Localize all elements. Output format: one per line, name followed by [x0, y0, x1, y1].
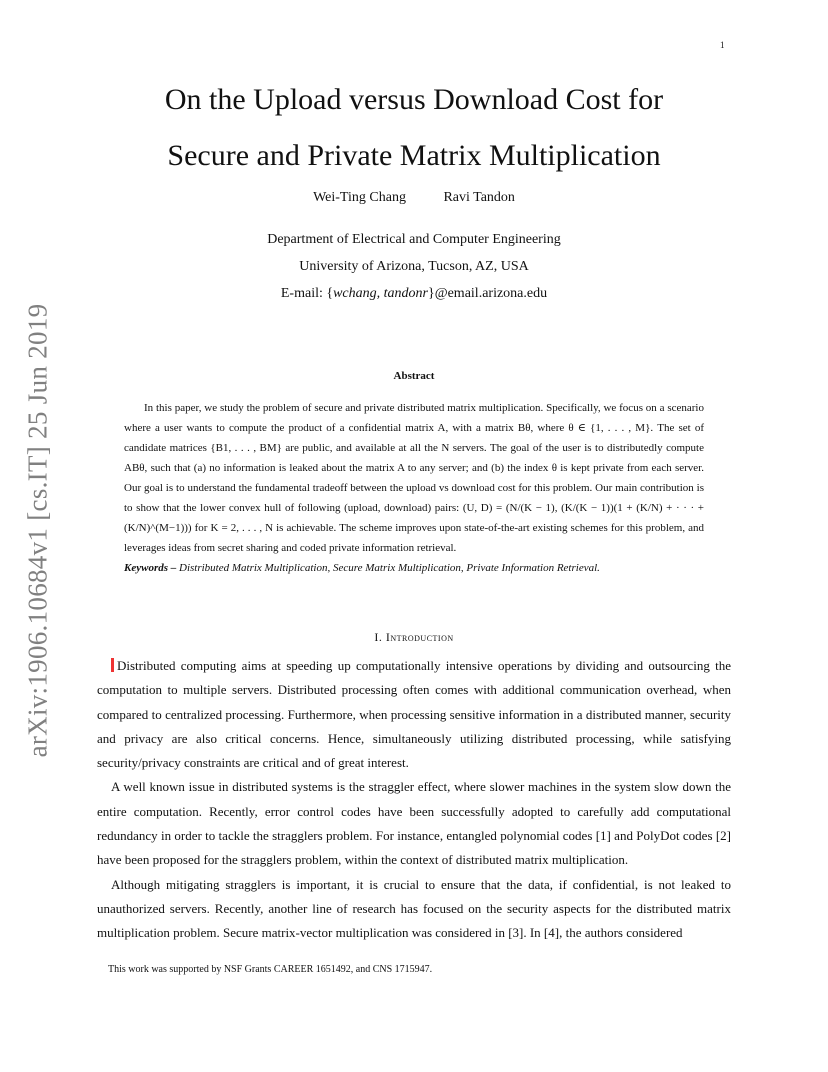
arxiv-identifier: arXiv:1906.10684v1 [cs.IT] 25 Jun 2019 [22, 303, 53, 757]
page-number: 1 [720, 40, 725, 50]
keywords-text: Distributed Matrix Multiplication, Secure Matrix Multiplication, Private Information Retrieval. [179, 562, 600, 574]
title-line-1: On the Upload versus Download Cost for [164, 83, 664, 116]
paragraph: A well known issue in distributed systems is the straggler effect, where slower machines in the system slow down the entire computation. Recently, error control codes have been successfully adopted to carefully add computational redundancy in order to tackle the stragglers problem. For instance, entangled polynomial codes [1] and PolyDot codes [2] have been proposed for the stragglers problem, within the context of distributed matrix multiplication. [97, 779, 731, 868]
affiliation-email [0, 286, 828, 302]
title-line-2: Secure and Private Matrix Multiplication [167, 139, 661, 172]
arxiv-sidebar [18, 300, 58, 760]
affiliation-dept: Department of Electrical and Computer Engineering [267, 232, 561, 247]
keywords-line [124, 558, 704, 578]
email-prefix: E-mail: { [280, 286, 334, 301]
author-list [0, 190, 828, 206]
keywords-label: Keywords – [124, 562, 177, 574]
abstract-body [124, 398, 704, 578]
section-heading [0, 630, 828, 645]
abstract-heading: Abstract [393, 370, 435, 382]
affiliation-university: University of Arizona, Tucson, AZ, USA [299, 259, 529, 274]
section-title: Introduction [385, 630, 454, 644]
annotation-marker [111, 658, 114, 672]
author-name: Wei-Ting Chang [313, 190, 406, 205]
paper-title [0, 72, 828, 184]
footnote: This work was supported by NSF Grants CAREER 1651492, and CNS 1715947. [108, 964, 433, 975]
email-names: wchang, tandonr [333, 286, 428, 301]
email-suffix: }@email.arizona.edu [427, 286, 548, 301]
section-number: I. [374, 630, 383, 644]
abstract-text: In this paper, we study the problem of secure and private distributed matrix multiplication. Specifically, we focus on a scenario where a user wants to compute the product of a confidential matrix A, with a matrix Bθ, where θ ∈ {1, . . . , M}. The set of candidate matrices {B1, . . . , BM} are public, and available at all the N servers. The goal of the user is to distributedly compute ABθ, such that (a) no information is leaked about the matrix A to any server; and (b) the index θ is kept private from each server. Our goal is to understand the fundamental tradeoff between the upload vs download cost for this problem. Our main contribution is to show that the lower convex hull of following (upload, download) pairs: (U, D) = (N/(K − 1), (K/(K − 1))(1 + (K/N) + · · · + (K/N)^(M−1))) for K = 2, . . . , N is achievable. The scheme improves upon state-of-the-art existing schemes for this problem, and leverages ideas from secret sharing and coded private information retrieval. [124, 402, 704, 554]
paragraph [97, 654, 731, 775]
author-name: Ravi Tandon [443, 190, 515, 205]
paragraph: Although mitigating stragglers is important, it is crucial to ensure that the data, if confidential, is not leaked to unauthorized servers. Recently, another line of research has focused on the security aspects for the distributed matrix multiplication problem. Secure matrix-vector multiplication was considered in [3]. In [4], the authors considered [97, 876, 731, 941]
introduction-body [97, 654, 731, 946]
paragraph-text: Distributed computing aims at speeding up computationally intensive operations by dividing and outsourcing the computation to multiple servers. Distributed processing often comes with additional communication overhead, when compared to centralized processing. Furthermore, when processing sensitive information in a distributed manner, security and privacy are also critical concerns. Hence, simultaneously utilizing distributed processing, while satisfying security/privacy constraints are critical and of great interest. [97, 658, 731, 771]
